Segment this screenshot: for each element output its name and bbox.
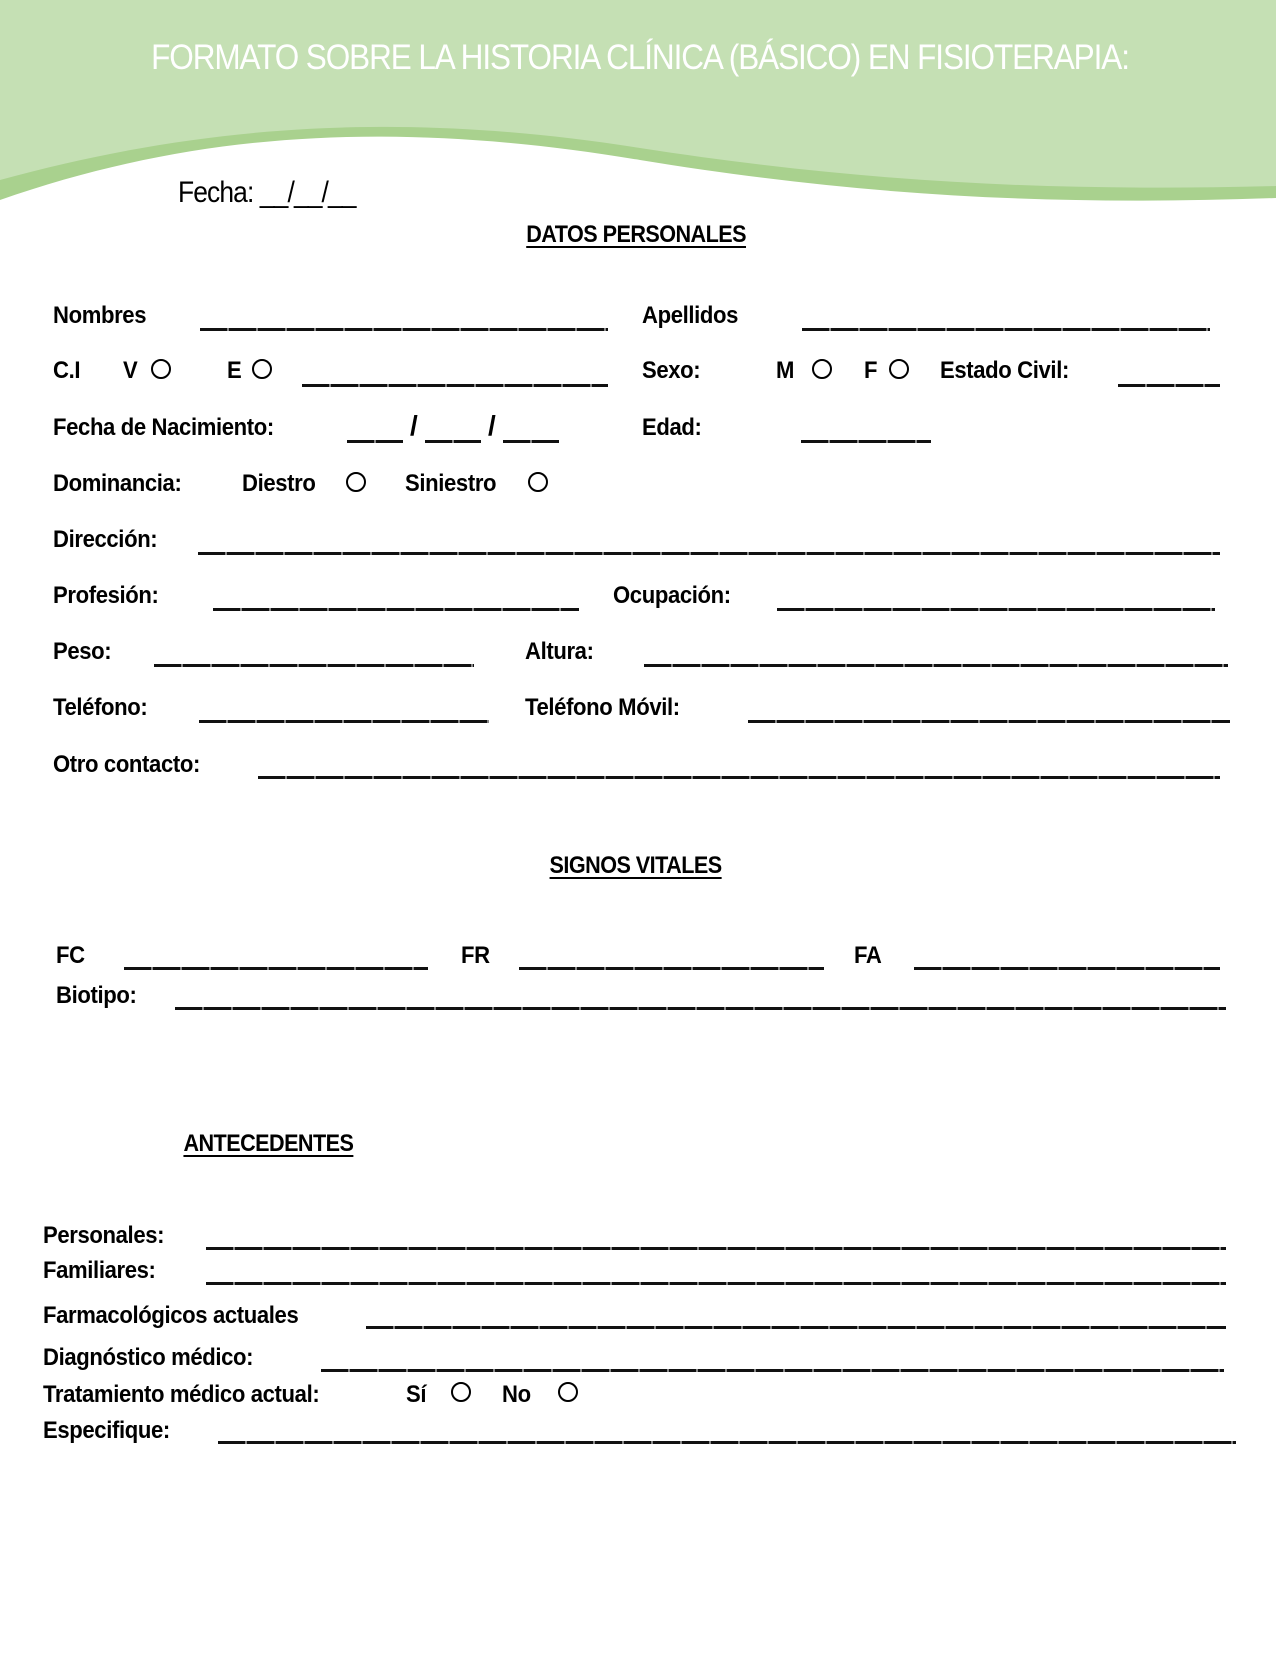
farmacologicos-input[interactable] <box>366 1326 1226 1329</box>
diestro-radio[interactable] <box>346 472 366 492</box>
telefono-movil-label: Teléfono Móvil: <box>525 694 680 721</box>
diagnostico-label: Diagnóstico médico: <box>43 1344 254 1371</box>
fr-input[interactable] <box>519 967 824 970</box>
fa-label: FA <box>854 942 882 969</box>
sexo-f-label: F <box>864 357 878 384</box>
estado-civil-input[interactable] <box>1118 384 1220 387</box>
otro-contacto-input[interactable] <box>258 776 1220 779</box>
siniestro-label: Siniestro <box>405 470 497 497</box>
section-title-antecedentes: ANTECEDENTES <box>183 1130 354 1157</box>
profesion-label: Profesión: <box>53 582 159 609</box>
altura-label: Altura: <box>525 638 594 665</box>
fecha-nacimiento-dia-input[interactable] <box>347 440 403 443</box>
farmacologicos-label: Farmacológicos actuales <box>43 1302 299 1329</box>
sexo-m-label: M <box>776 357 795 384</box>
page-title: FORMATO SOBRE LA HISTORIA CLÍNICA (BÁSICO) EN FISIOTERAPIA: <box>151 38 1129 77</box>
sexo-m-radio[interactable] <box>812 359 832 379</box>
tratamiento-no-radio[interactable] <box>558 1382 578 1402</box>
altura-input[interactable] <box>644 664 1228 667</box>
sexo-f-radio[interactable] <box>889 359 909 379</box>
nombres-label: Nombres <box>53 302 147 329</box>
fecha-nacimiento-separator: / <box>488 410 496 441</box>
profesion-input[interactable] <box>213 608 579 611</box>
diagnostico-input[interactable] <box>321 1369 1224 1372</box>
sexo-label: Sexo: <box>642 357 701 384</box>
familiares-label: Familiares: <box>43 1257 156 1284</box>
biotipo-label: Biotipo: <box>56 982 137 1009</box>
ci-e-label: E <box>227 357 242 384</box>
direccion-label: Dirección: <box>53 526 158 553</box>
fc-label: FC <box>56 942 85 969</box>
siniestro-radio[interactable] <box>528 472 548 492</box>
apellidos-input[interactable] <box>802 328 1210 331</box>
section-title-datos-personales: DATOS PERSONALES <box>526 221 747 248</box>
ci-label: C.I <box>53 357 81 384</box>
edad-input[interactable] <box>801 440 931 443</box>
ocupacion-input[interactable] <box>777 608 1215 611</box>
fa-input[interactable] <box>914 967 1220 970</box>
ci-v-label: V <box>123 357 138 384</box>
tratamiento-label: Tratamiento médico actual: <box>43 1381 320 1408</box>
tratamiento-si-radio[interactable] <box>451 1382 471 1402</box>
personales-label: Personales: <box>43 1222 165 1249</box>
fecha-nacimiento-anio-input[interactable] <box>503 440 559 443</box>
fecha-nacimiento-separator: / <box>410 410 418 441</box>
ci-v-radio[interactable] <box>151 359 171 379</box>
especifique-input[interactable] <box>218 1441 1236 1444</box>
fr-label: FR <box>461 942 490 969</box>
fecha-nacimiento-label: Fecha de Nacimiento: <box>53 414 274 441</box>
telefono-input[interactable] <box>199 720 489 723</box>
telefono-movil-input[interactable] <box>748 720 1230 723</box>
nombres-input[interactable] <box>200 328 608 331</box>
fc-input[interactable] <box>124 967 428 970</box>
telefono-label: Teléfono: <box>53 694 148 721</box>
personales-input[interactable] <box>206 1247 1226 1250</box>
peso-input[interactable] <box>154 664 474 667</box>
fecha-field[interactable]: Fecha: __/__/__ <box>178 176 356 209</box>
dominancia-label: Dominancia: <box>53 470 182 497</box>
especifique-label: Especifique: <box>43 1417 170 1444</box>
biotipo-input[interactable] <box>175 1007 1226 1010</box>
tratamiento-si-label: Sí <box>406 1381 427 1408</box>
edad-label: Edad: <box>642 414 702 441</box>
ci-e-radio[interactable] <box>252 359 272 379</box>
otro-contacto-label: Otro contacto: <box>53 751 200 778</box>
direccion-input[interactable] <box>198 552 1220 555</box>
tratamiento-no-label: No <box>502 1381 531 1408</box>
section-title-signos-vitales: SIGNOS VITALES <box>549 852 722 879</box>
diestro-label: Diestro <box>242 470 316 497</box>
peso-label: Peso: <box>53 638 112 665</box>
estado-civil-label: Estado Civil: <box>940 357 1069 384</box>
familiares-input[interactable] <box>206 1282 1226 1285</box>
apellidos-label: Apellidos <box>642 302 739 329</box>
ocupacion-label: Ocupación: <box>613 582 731 609</box>
fecha-nacimiento-mes-input[interactable] <box>425 440 481 443</box>
ci-input[interactable] <box>302 384 608 387</box>
